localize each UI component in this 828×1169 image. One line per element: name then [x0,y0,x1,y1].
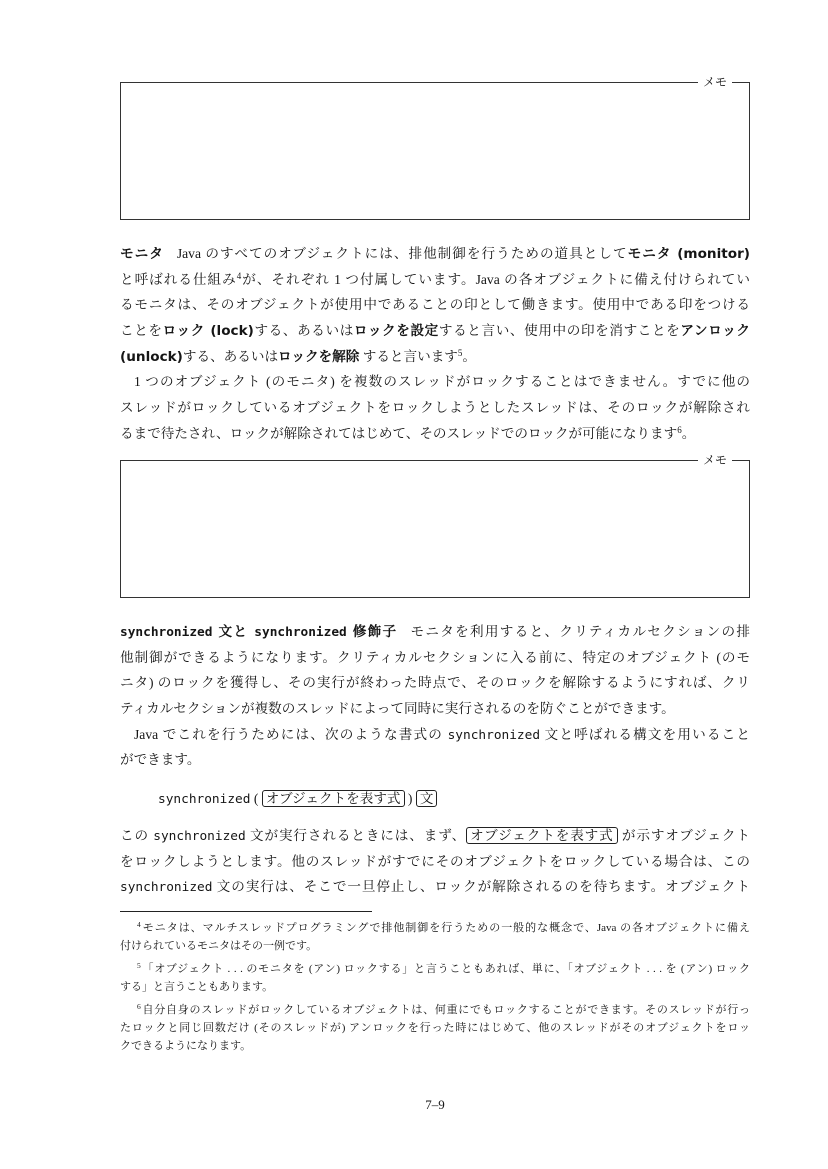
synchronized-heading [120,624,397,639]
text-run: が、それぞれ 1 つ付属しています。Java の各オブジェクトに備え付けられてい [241,271,750,287]
footnote-text: 自分自身のスレッドがロックしているオブジェクトは、何重にでもロックすることができます。そのスレッドが行っ [141,1004,750,1016]
bold-term: (unlock) [120,348,183,365]
footnote-ref: 6 [677,424,682,435]
text-run: 。 [462,348,476,364]
text-run: すると言い、使用中の印を消すことを [438,323,681,339]
text-line [120,823,750,849]
page-number: 7–9 [425,1097,445,1112]
expression-placeholder-box: オブジェクトを表す式 [262,790,405,807]
text-run: ニタ) のロックを獲得し、その実行が終わった時点で、そのロックを解除するようにすれば、クリ [120,675,750,691]
text-line [120,874,750,900]
text-run: する、あるいは [253,323,354,339]
close-paren: ) [407,791,413,806]
text-run: が示すオブジェクト [617,828,750,843]
text-run: Java のすべてのオブジェクトには、排他制御を行うための道具として [176,246,628,261]
text-line [120,292,750,318]
text-line [120,318,750,344]
text-line [120,344,750,370]
memo-box [120,75,750,220]
synchronized-explanation [120,823,750,900]
monitor-heading: モニタ [120,246,164,262]
text-run: 他制御ができるようになります。クリティカルセクションに入る前に、特定のオブジェクト (のモ [120,649,750,665]
footnote-rule [120,911,372,912]
bold-term: アンロック [680,323,750,340]
text-line [120,267,750,293]
text-line [120,722,750,748]
footnote-5 [120,960,750,996]
footnote-6 [120,1001,750,1055]
footnote-line [120,1001,750,1019]
text-run: スレッドがロックしているオブジェクトをロックしようとしたスレッドは、そのロックが解除され [120,400,750,416]
code-keyword: synchronized [254,625,347,640]
text-run: 文と呼ばれる構文を用いること [540,726,750,742]
footnote-line: する」と言うこともあります。 [120,981,274,993]
text-line [120,369,750,395]
footnote-text: 「オブジェクト . . . のモニタを (アン) ロックする」と言うこともあれば、単に、「オブジェクト . . . を (アン) ロック [141,963,750,975]
footnote-line [120,960,750,978]
text-line [120,645,750,671]
text-run: ができます。 [120,752,201,768]
expression-placeholder-box: オブジェクトを表す式 [466,827,618,844]
heading-run: 文と [212,624,255,640]
footnote-text: モニタは、マルチスレッドプログラミングで排他制御を行うための一般的な概念で、Java の各オブジェクトに備え [141,922,750,934]
code-keyword: synchronized [158,792,251,807]
syntax-display [120,786,750,812]
text-run: 1 つのオブジェクト (のモニタ) を複数のスレッドがロックすることはできません。すでに他の [134,374,750,390]
synchronized-section [120,619,750,773]
text-line [120,696,750,722]
footnote-line: 付けられているモニタはその一例です。 [120,940,318,952]
footnotes [120,919,750,1055]
memo-label: メモ [698,75,732,89]
footnote-line: クできるようになります。 [120,1040,252,1052]
text-line [120,747,750,773]
text-line [120,421,750,447]
text-line [120,395,750,421]
syntax-line [120,786,750,812]
footnote-ref: 4 [236,270,242,281]
text-run: この [120,828,154,843]
footnote-ref: 5 [457,347,463,358]
memo-label: メモ [698,453,732,467]
bold-term: モニタ (monitor) [627,246,750,262]
text-run: する、あるいは [182,348,279,364]
text-run: 文の実行は、そこで一旦停止し、ロックが解除されるのを待ちます。オブジェクト [212,879,750,895]
text-run: と呼ばれる仕組み [120,271,237,287]
monitor-section [120,241,750,447]
bold-term: ロックを解除 [278,348,360,365]
code-keyword: synchronized [120,880,213,896]
text-run: 。 [681,425,696,441]
text-line [120,241,750,267]
footnote-mark: 4 [137,920,141,929]
open-paren: ( [253,791,259,806]
code-keyword: synchronized [153,829,246,844]
footnote-line: たロックと同じ回数だけ (そのスレッドが) アンロックを行った時にはじめて、他のスレッドがそのオブジェクトをロッ [120,1022,750,1034]
heading-run: 修飾子 [346,624,398,640]
text-run: るモニタは、そのオブジェクトが使用中であることの印として働きます。使用中である印をつける [120,297,750,313]
memo-box [120,453,750,598]
footnote-line [120,919,750,937]
bold-term: ロックを設定 [353,323,439,340]
text-run: をロックしようとします。他のスレッドがすでにそのオブジェクトをロックしている場合は、この [120,853,750,869]
text-line [120,619,750,645]
text-run: 文が実行されるときには、まず、 [245,828,467,843]
statement-placeholder-box: 文 [416,790,438,807]
text-run: Java でこれを行うためには、次のような書式の [134,726,448,742]
text-run: ティカルセクションが複数のスレッドによって同時に実行されるのを防ぐことができます。 [120,701,675,717]
footnote-4 [120,919,750,955]
bold-term: ロック (lock) [162,323,254,340]
footnote-mark: 6 [137,1002,141,1011]
code-keyword: synchronized [120,625,213,640]
text-run: るまで待たされ、ロックが解除されてはじめて、そのスレッドでのロックが可能になります [120,425,678,441]
text-run: モニタを利用すると、クリティカルセクションの排 [410,624,750,639]
text-run: すると言います [359,348,458,364]
text-line [120,849,750,875]
text-run: ことを [120,323,163,339]
code-keyword: synchronized [447,727,541,743]
footnote-mark: 5 [137,961,141,970]
text-line [120,670,750,696]
